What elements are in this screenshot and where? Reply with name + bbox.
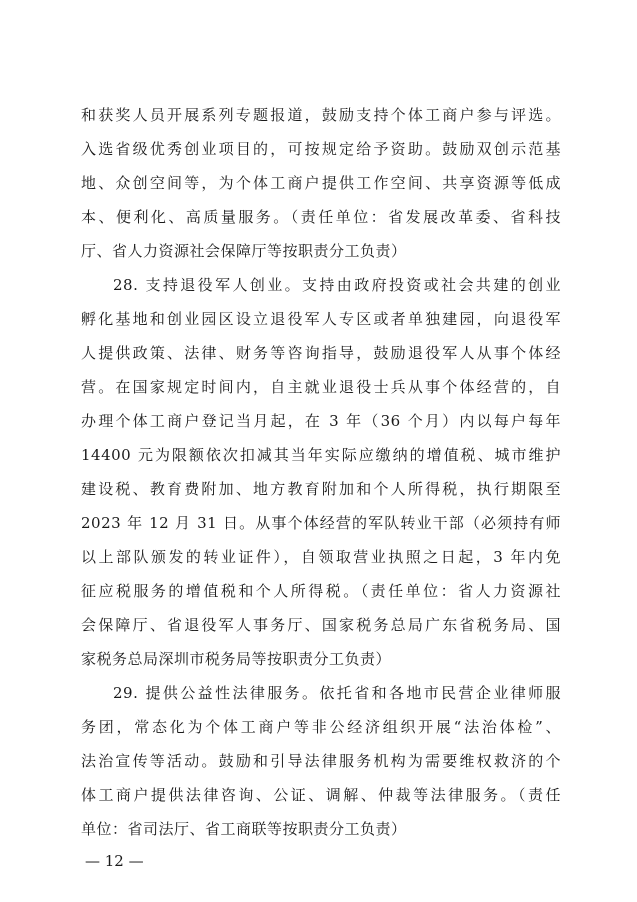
- text-line: 入选省级优秀创业项目的，可按规定给予资助。鼓励双创示范基: [81, 140, 561, 158]
- text-line: 建设税、教育费附加、地方教育附加和个人所得税，执行期限至: [81, 480, 561, 498]
- text-line: 单位：省司法厅、省工商联等按职责分工负责）: [81, 820, 407, 838]
- text-line: 本、便利化、高质量服务。（责任单位：省发展改革委、省科技: [81, 208, 561, 226]
- text-line: 14400 元为限额依次扣减其当年实际应缴纳的增值税、城市维护: [81, 446, 561, 464]
- text-line: 厅、省人力资源社会保障厅等按职责分工负责）: [81, 242, 407, 260]
- text-line: 务团，常态化为个体工商户等非公经济组织开展“法治体检”、: [81, 718, 561, 736]
- text-line: 会保障厅、省退役军人事务厅、国家税务总局广东省税务局、国: [81, 616, 561, 634]
- text-line: 办理个体工商户登记当月起，在 3 年（36 个月）内以每户每年: [81, 412, 561, 430]
- text-line: 营。在国家规定时间内，自主就业退役士兵从事个体经营的，自: [81, 378, 561, 396]
- text-line: 体工商户提供法律咨询、公证、调解、仲裁等法律服务。（责任: [81, 786, 561, 804]
- text-line: 和获奖人员开展系列专题报道，鼓励支持个体工商户参与评选。: [81, 106, 561, 124]
- text-line: 孵化基地和创业园区设立退役军人专区或者单独建园，向退役军: [81, 310, 561, 328]
- text-line: 以上部队颁发的转业证件），自领取营业执照之日起，3 年内免: [81, 548, 561, 566]
- text-line: 家税务总局深圳市税务局等按职责分工负责）: [81, 650, 392, 668]
- text-line: 法治宣传等活动。鼓励和引导法律服务机构为需要维权救济的个: [81, 752, 561, 770]
- page-number: — 12 —: [85, 852, 144, 870]
- text-line: 地、众创空间等，为个体工商户提供工作空间、共享资源等低成: [81, 174, 561, 192]
- text-line: 人提供政策、法律、财务等咨询指导，鼓励退役军人从事个体经: [81, 344, 561, 362]
- text-line: 2023 年 12 月 31 日。从事个体经营的军队转业干部（必须持有师: [81, 514, 561, 532]
- paragraph-29-heading-line: 29. 提供公益性法律服务。依托省和各地市民营企业律师服: [113, 684, 561, 702]
- text-line: 征应税服务的增值税和个人所得税。（责任单位：省人力资源社: [81, 582, 561, 600]
- paragraph-28-heading-line: 28. 支持退役军人创业。支持由政府投资或社会共建的创业: [113, 276, 561, 294]
